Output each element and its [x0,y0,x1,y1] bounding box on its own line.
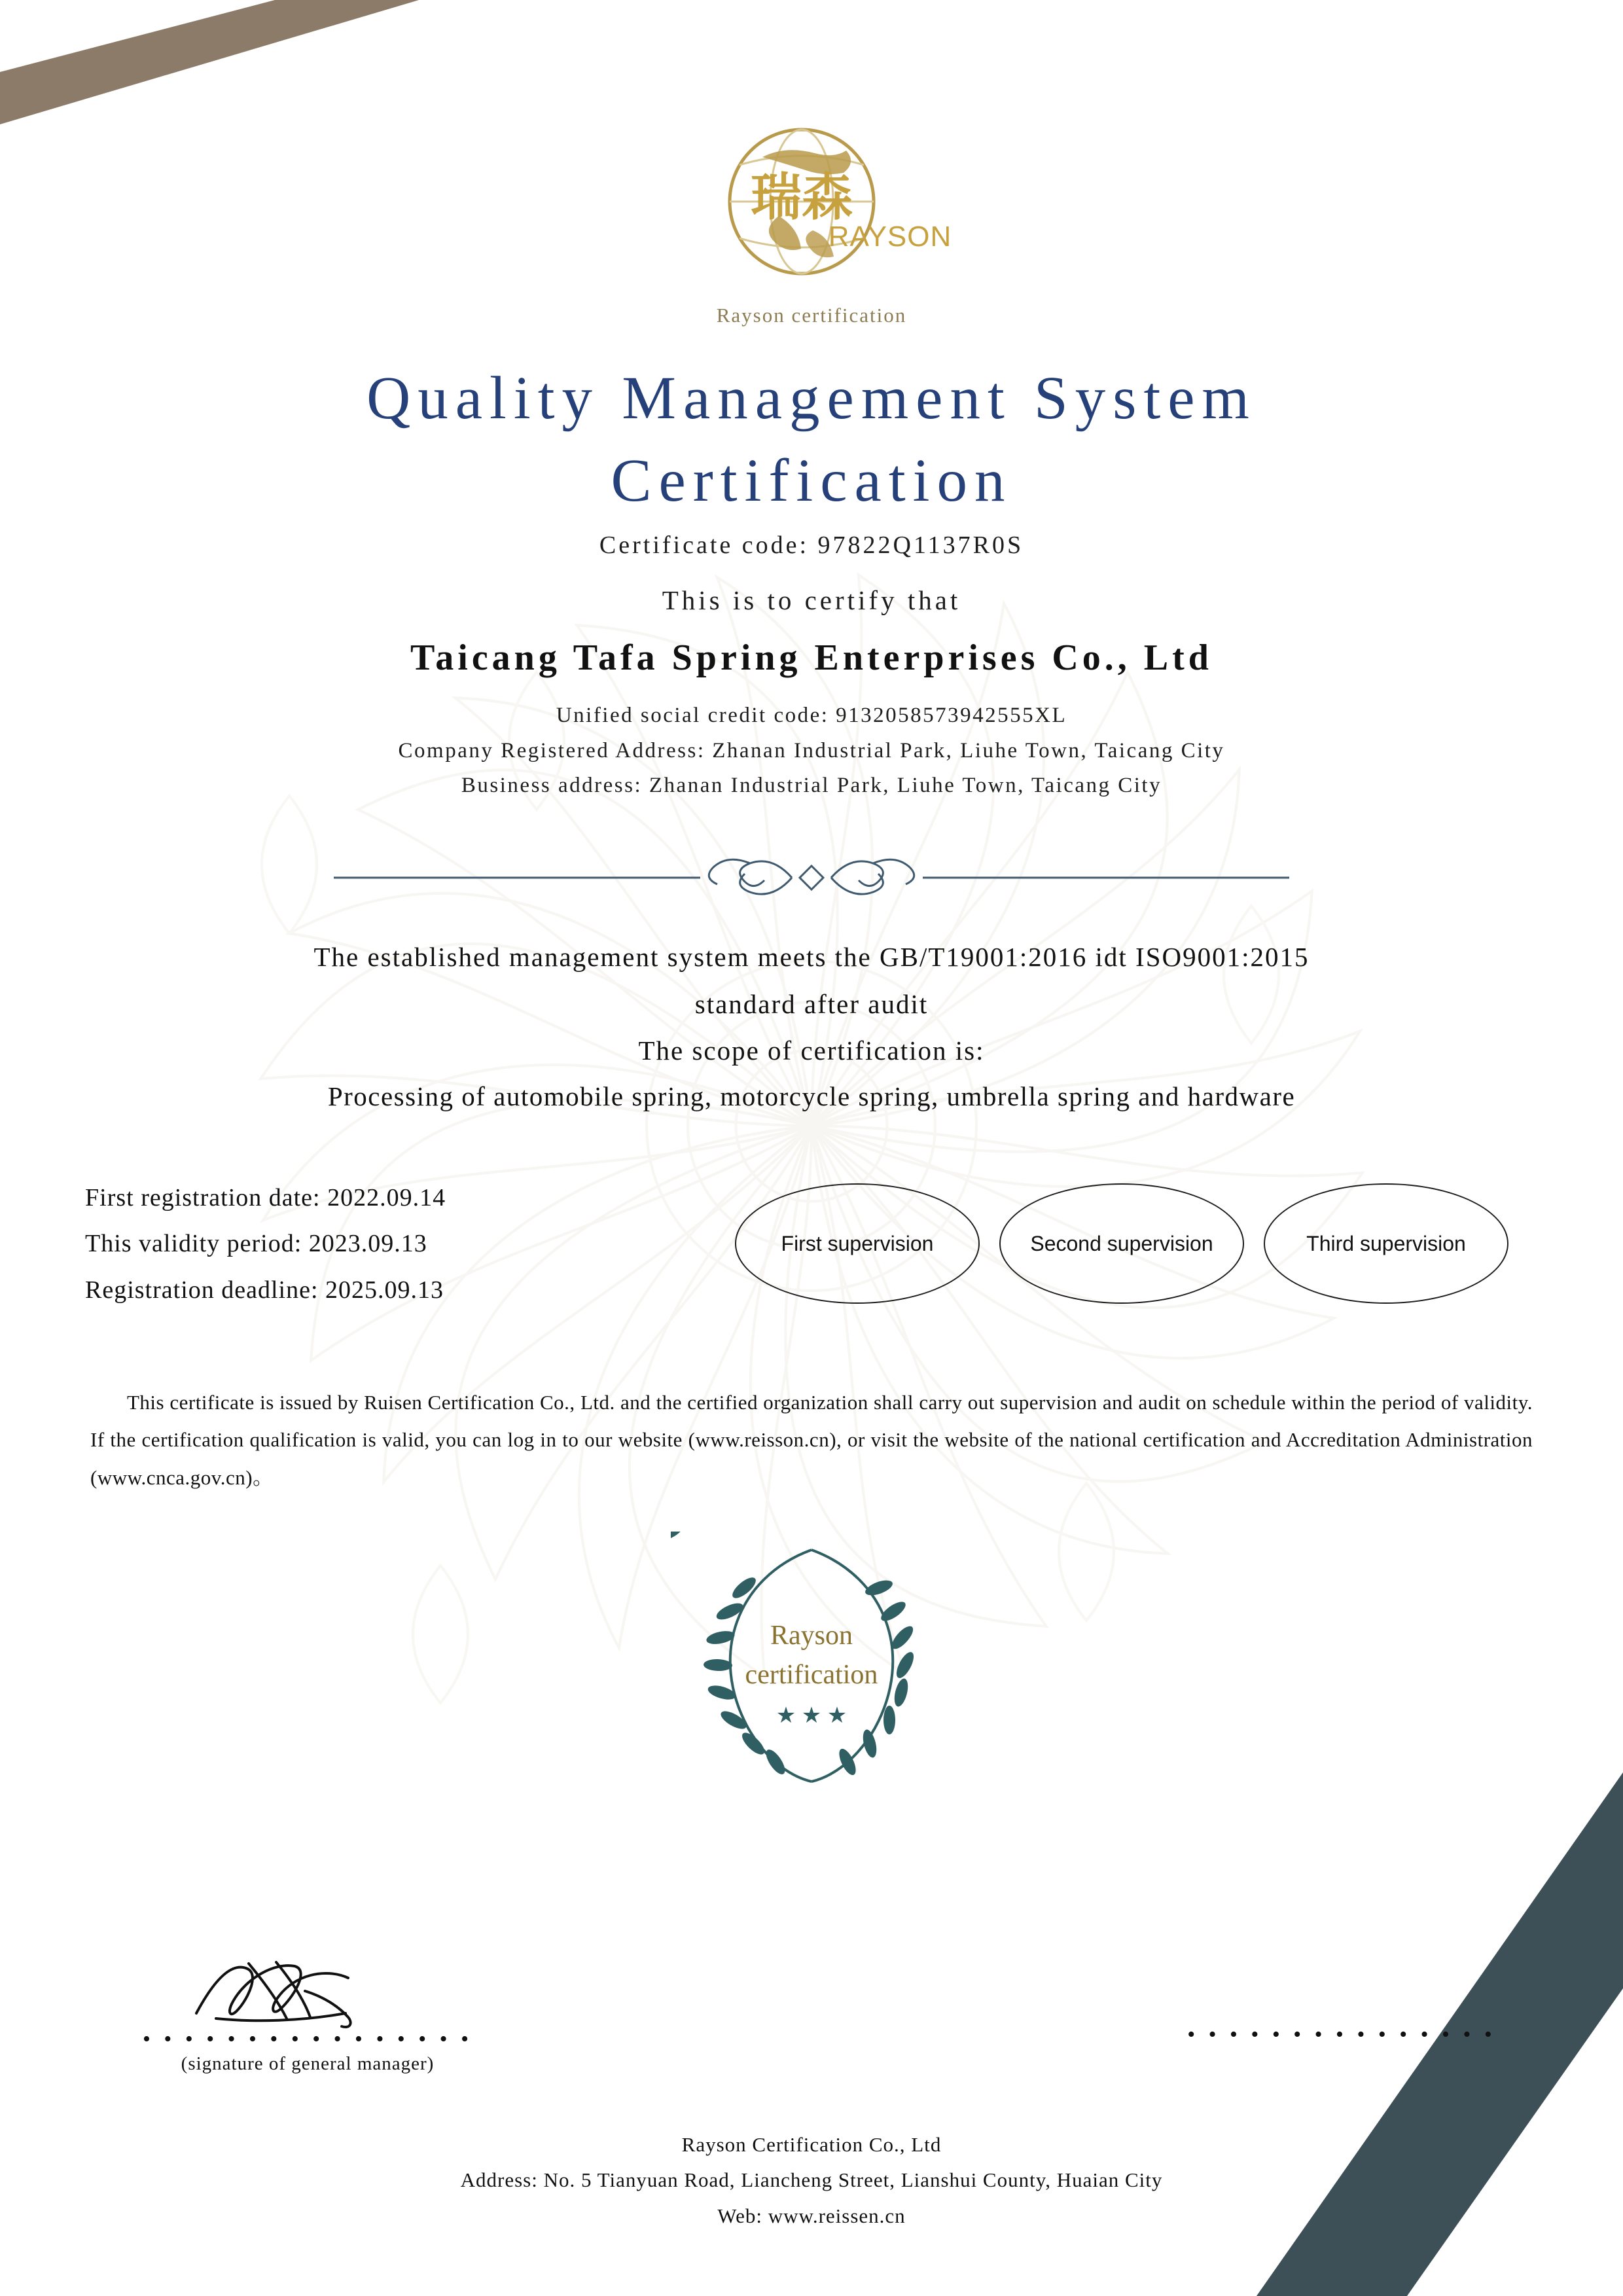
scope-text: Processing of automobile spring, motorcycle spring, umbrella spring and hardware [327,1081,1296,1111]
laurel-seal-icon [671,1532,952,1793]
divider-flourish-icon [334,852,1289,904]
seal-wrap [79,1532,1544,1793]
footnote-text: This certificate is issued by Ruisen Certification Co., Ltd. and the certified organization shall carry out supervision and audit on schedule within the period of validity. If the certification qualification is valid, you can log in to our website (www.reisson.cn), or visit the website of the national certification and Accreditation Administration (www.cnca.gov.cn)。 [90,1390,1533,1489]
dates-and-supervision-row [79,1175,1544,1313]
scope-label: The scope of certification is: [638,1035,985,1066]
seal-line-1: Rayson [770,1620,853,1651]
signature-row [79,1950,1544,2075]
certificate-code: Certificate code: 97822Q1137R0S [599,531,1024,560]
supervision-stamp-first: First supervision [735,1183,980,1304]
standard-statement-line-1: The established management system meets the GB/T19001:2016 idt ISO9001:2015 [313,942,1310,973]
footer-block [0,2127,1623,2234]
seal-stars: ★ ★ ★ [776,1703,847,1728]
page-title-line-1: Quality Management System [366,365,1257,432]
registered-address: Company Registered Address: Zhanan Industrial Park, Liuhe Town, Taicang City [398,738,1225,762]
supervision-stamp-third: Third supervision [1264,1183,1508,1304]
standard-statement [79,934,1544,1028]
svg-text:RAYSON: RAYSON [828,221,952,253]
business-address: Business address: Zhanan Industrial Park, Liuhe Town, Taicang City [461,774,1162,797]
first-registration-date: First registration date: 2022.09.14 [85,1183,446,1211]
unified-social-credit-code: Unified social credit code: 9132058573942555XL [556,704,1067,728]
page-title-line-2: Certification [611,446,1012,514]
footer-web: Web: www.reissen.cn [717,2204,906,2227]
seal-line-2: certification [745,1659,878,1690]
supervision-stamp-second: Second supervision [999,1183,1244,1304]
page-title [79,357,1544,522]
signature-dotted-line: • • • • • • • • • • • • • • • • [143,2027,473,2051]
footer-company: Rayson Certification Co., Ltd [681,2133,942,2156]
handwritten-signature-icon [170,1950,445,2036]
footer-address: Address: No. 5 Tianyuan Road, Liancheng Street, Lianshui County, Huaian City [460,2168,1163,2192]
signature-left-block [79,1950,537,2075]
svg-text:瑞森: 瑞森 [750,169,853,226]
registration-deadline: Registration deadline: 2025.09.13 [85,1276,444,1304]
validity-period: This validity period: 2023.09.13 [85,1230,427,1258]
standard-statement-line-2: standard after audit [694,989,929,1020]
rayson-globe-logo-icon [641,118,982,295]
dates-column [79,1175,446,1313]
supervision-stamp-areas [735,1183,1544,1304]
logo-caption: Rayson certification [716,304,907,327]
company-name: Taicang Tafa Spring Enterprises Co., Ltd [410,637,1213,679]
ornamental-divider [334,852,1289,904]
stamp-dotted-line: • • • • • • • • • • • • • • • [1187,2022,1496,2047]
signature-caption: (signature of general manager) [181,2053,435,2074]
logo-block [79,0,1544,327]
company-meta [79,698,1544,803]
certify-statement: This is to certify that [662,585,961,616]
